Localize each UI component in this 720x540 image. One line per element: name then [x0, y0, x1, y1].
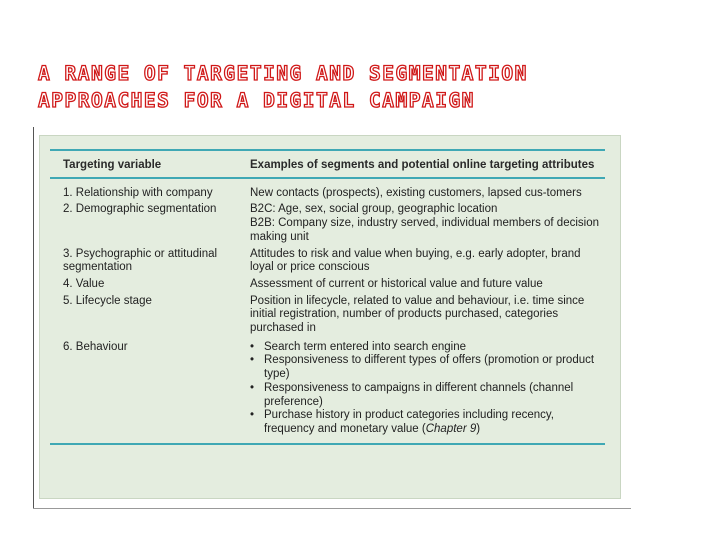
table-row — [50, 248, 605, 275]
list-item: • Responsiveness to different types of offers (promotion or product type) — [250, 354, 605, 381]
list-item: • Search term entered into search engine — [250, 341, 605, 355]
row-examples-b2c: B2C: Age, sex, social group, geographic location — [250, 203, 498, 216]
slide-title-line-1: A RANGE OF TARGETING AND SEGMENTATION — [38, 62, 528, 85]
behaviour-bullet-list — [250, 341, 605, 437]
list-item: • Responsiveness to campaigns in different channels (channel preference) — [250, 382, 605, 409]
row-examples: Position in lifecycle, related to value and behaviour, i.e. time since initial registration, number of products purchased, categories purchased in — [250, 294, 585, 335]
header-targeting-variable: Targeting variable — [63, 159, 162, 171]
slide-title-line-2: APPROACHES FOR A DIGITAL CAMPAIGN — [38, 89, 475, 112]
table-row — [50, 295, 605, 336]
table-row — [50, 341, 605, 437]
row-examples: New contacts (prospects), existing customers, lapsed cus-tomers — [250, 186, 582, 199]
table-body — [50, 179, 605, 437]
chapter-reference-close: ) — [476, 422, 481, 435]
slide-title — [38, 60, 678, 114]
list-item — [250, 409, 605, 436]
row-variable: 1. Relationship with company — [63, 186, 213, 199]
row-variable: 5. Lifecycle stage — [63, 294, 152, 307]
table-bottom-rule — [50, 443, 605, 445]
table-row — [50, 203, 605, 244]
row-examples: Assessment of current or historical value and future value — [250, 277, 543, 290]
row-variable: 3. Psychographic or attitudinal segmentation — [63, 247, 218, 274]
row-examples — [250, 341, 605, 437]
row-examples — [250, 203, 605, 244]
bottom-divider-line — [33, 508, 631, 509]
table-header-row — [50, 151, 605, 177]
chapter-reference: Chapter 9 — [425, 422, 477, 435]
row-examples-b2b: B2B: Company size, industry served, individual members of decision making unit — [250, 217, 599, 243]
segmentation-table — [39, 135, 621, 499]
table-row — [50, 187, 605, 201]
row-variable: 4. Value — [63, 277, 105, 290]
table-content — [50, 149, 605, 445]
row-examples: Attitudes to risk and value when buying, e.g. early adopter, brand loyal or price conscious — [250, 247, 581, 274]
left-divider-line — [33, 127, 34, 509]
table-row — [50, 278, 605, 292]
header-examples: Examples of segments and potential online targeting attributes — [250, 159, 595, 171]
row-variable: 2. Demographic segmentation — [63, 203, 217, 216]
row-variable: 6. Behaviour — [63, 340, 128, 353]
list-item-text: Purchase history in product categories including recency, frequency and monetary value ( — [264, 409, 554, 435]
